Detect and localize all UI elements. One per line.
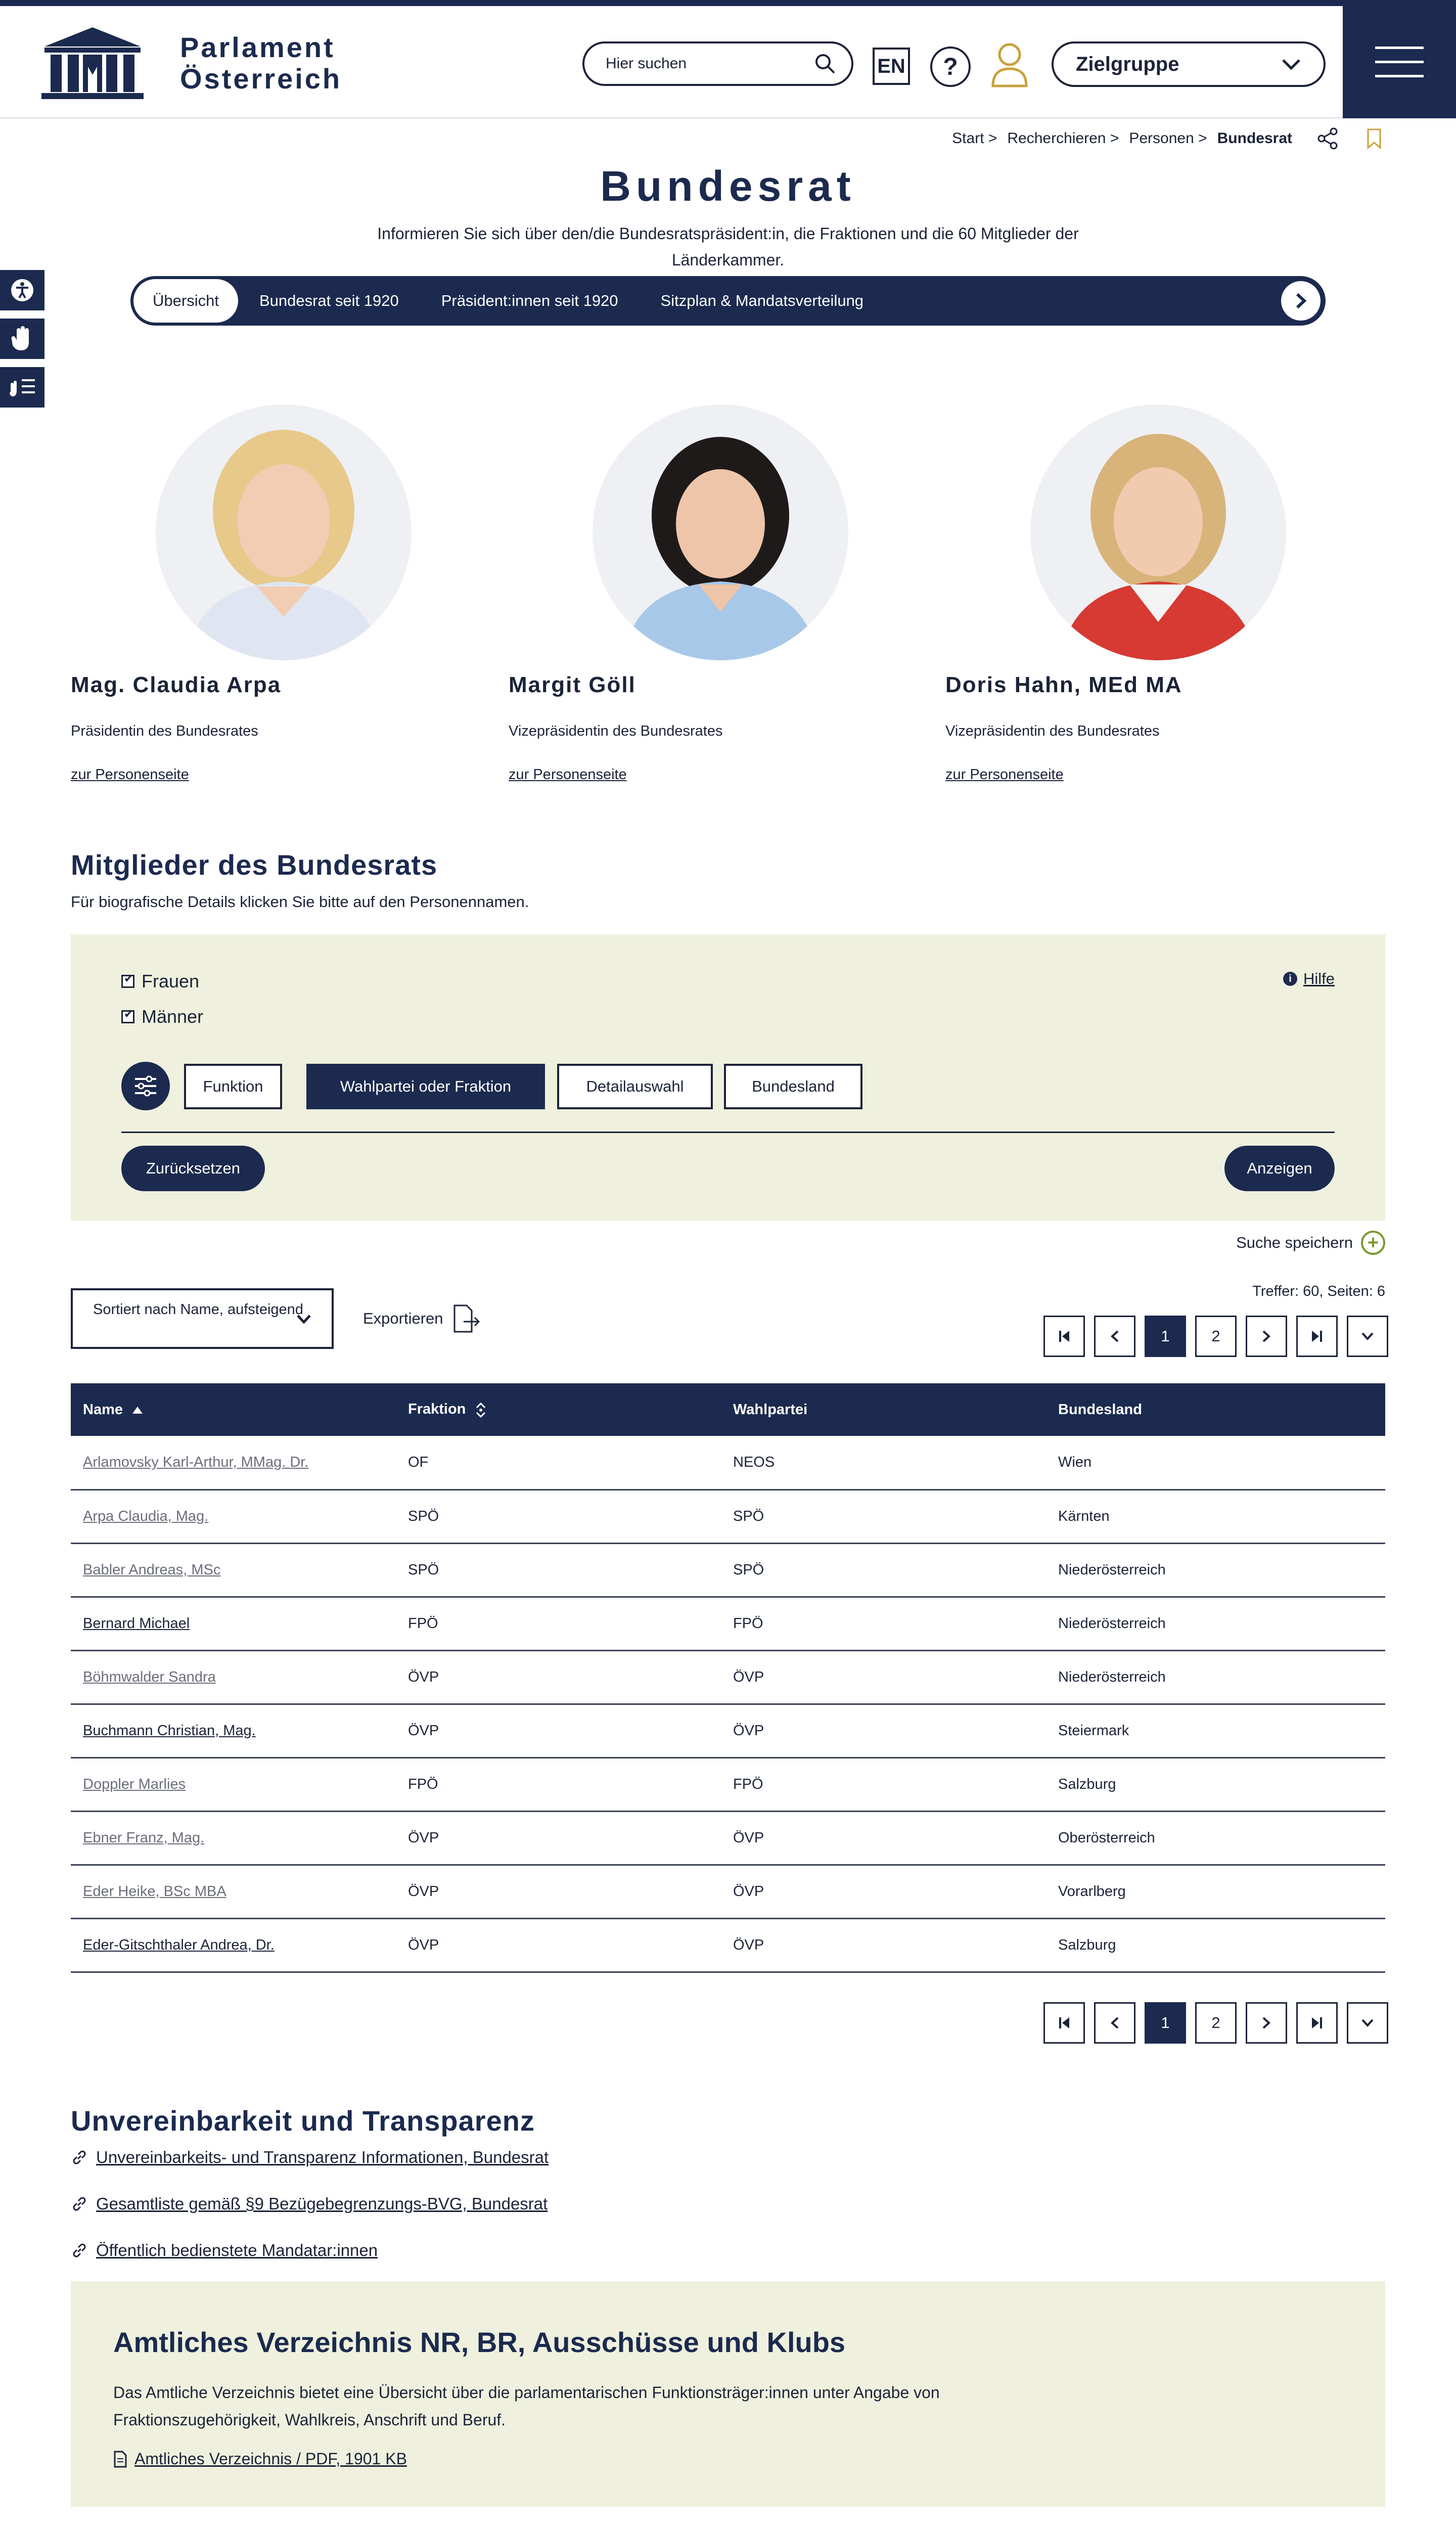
next-page-button[interactable] bbox=[1246, 1316, 1287, 1357]
member-name-cell bbox=[71, 1650, 396, 1704]
transparency-link[interactable] bbox=[71, 2194, 548, 2214]
sort-dropdown-label: Sortiert nach Name, aufsteigend bbox=[93, 1301, 303, 1318]
chevron-left-icon bbox=[1110, 1330, 1120, 1343]
fraktion-cell: OF bbox=[396, 1436, 721, 1489]
member-name-link[interactable]: Böhmwalder Sandra bbox=[83, 1668, 216, 1685]
link-icon bbox=[71, 2242, 88, 2259]
easy-language-button[interactable] bbox=[0, 367, 44, 408]
pagination-top bbox=[1043, 1316, 1388, 1357]
member-name-link[interactable]: Eder-Gitschthaler Andrea, Dr. bbox=[83, 1936, 275, 1953]
top-accent-line bbox=[0, 0, 1456, 6]
filter-maenner-checkbox[interactable] bbox=[121, 1006, 203, 1027]
language-switch-button[interactable]: EN bbox=[873, 48, 910, 85]
fraktion-cell: FPÖ bbox=[396, 1597, 721, 1650]
wahlpartei-cell: NEOS bbox=[721, 1436, 1046, 1489]
first-page-button[interactable] bbox=[1043, 1316, 1085, 1357]
hamburger-icon bbox=[1375, 46, 1424, 79]
accessibility-button[interactable] bbox=[0, 270, 44, 310]
column-header-bundesland: Bundesland bbox=[1046, 1383, 1385, 1436]
table-row bbox=[71, 1597, 1385, 1650]
person-page-link[interactable]: zur Personenseite bbox=[509, 766, 627, 783]
sort-asc-icon bbox=[132, 1406, 143, 1414]
person-role: Vizepräsidentin des Bundesrates bbox=[509, 723, 723, 739]
reset-button[interactable]: Zurücksetzen bbox=[121, 1146, 265, 1191]
members-heading: Mitglieder des Bundesrats bbox=[71, 849, 438, 881]
member-name-link[interactable]: Bernard Michael bbox=[83, 1615, 190, 1632]
table-row bbox=[71, 1811, 1385, 1865]
avatar bbox=[1030, 404, 1286, 660]
wahlpartei-cell: ÖVP bbox=[721, 1865, 1046, 1918]
filter-frauen-checkbox[interactable] bbox=[121, 971, 199, 992]
save-search-button[interactable] bbox=[1236, 1231, 1385, 1255]
search-box bbox=[582, 41, 853, 86]
table-row bbox=[71, 1865, 1385, 1918]
chevron-down-icon bbox=[1281, 57, 1301, 71]
fraktion-cell: SPÖ bbox=[396, 1543, 721, 1597]
person-name: Margit Göll bbox=[509, 672, 636, 697]
fraktion-cell: ÖVP bbox=[396, 1865, 721, 1918]
wahlpartei-cell: SPÖ bbox=[721, 1543, 1046, 1597]
member-name-cell bbox=[71, 1757, 396, 1811]
svg-text:?: ? bbox=[943, 54, 958, 80]
fraktion-cell: FPÖ bbox=[396, 1757, 721, 1811]
breadcrumb-current: Bundesrat bbox=[1217, 130, 1292, 147]
tab-sitzplan[interactable]: Sitzplan & Mandatsverteilung bbox=[660, 292, 864, 309]
export-icon bbox=[452, 1303, 481, 1334]
verzeichnis-heading: Amtliches Verzeichnis NR, BR, Ausschüsse und Klubs bbox=[113, 2326, 846, 2358]
filter-settings-button[interactable] bbox=[121, 1062, 170, 1110]
tab-bundesrat-seit-1920[interactable]: Bundesrat seit 1920 bbox=[259, 292, 399, 309]
bundesland-cell: Kärnten bbox=[1046, 1489, 1385, 1543]
member-name-cell bbox=[71, 1436, 396, 1489]
checkbox-label: Männer bbox=[142, 1006, 204, 1027]
first-page-icon bbox=[1058, 2016, 1070, 2029]
link-icon bbox=[71, 2149, 88, 2166]
filter-funktion-button[interactable]: Funktion bbox=[184, 1064, 282, 1109]
bundesland-cell: Wien bbox=[1046, 1436, 1385, 1489]
filter-panel bbox=[71, 934, 1385, 1221]
checkbox-checked[interactable] bbox=[121, 1010, 134, 1023]
accessibility-icon bbox=[10, 278, 35, 303]
page-2-button[interactable]: 2 bbox=[1195, 2002, 1237, 2044]
checkbox-label: Frauen bbox=[142, 971, 200, 991]
member-name-link[interactable]: Eder Heike, BSc MBA bbox=[83, 1883, 226, 1900]
sort-icon bbox=[475, 1402, 487, 1418]
tabs-next-button[interactable] bbox=[1281, 281, 1321, 321]
prev-page-button[interactable] bbox=[1094, 2002, 1135, 2044]
last-page-button[interactable] bbox=[1296, 1316, 1338, 1357]
last-page-icon bbox=[1311, 1330, 1323, 1343]
link-icon bbox=[71, 2195, 88, 2213]
fraktion-cell: SPÖ bbox=[396, 1489, 721, 1543]
member-name-cell bbox=[71, 1811, 396, 1865]
column-header-label: Fraktion bbox=[408, 1401, 466, 1418]
user-icon[interactable] bbox=[991, 41, 1028, 88]
page-options-button[interactable] bbox=[1347, 1316, 1388, 1357]
wahlpartei-cell: FPÖ bbox=[721, 1597, 1046, 1650]
fraktion-cell: ÖVP bbox=[396, 1811, 721, 1865]
link-text[interactable]: Unvereinbarkeits- und Transparenz Informationen, Bundesrat bbox=[96, 2148, 549, 2166]
wahlpartei-cell: ÖVP bbox=[721, 1811, 1046, 1865]
transparency-heading: Unvereinbarkeit und Transparenz bbox=[71, 2105, 535, 2137]
table-body bbox=[71, 1436, 1385, 1972]
member-name-cell bbox=[71, 1704, 396, 1757]
member-name-link[interactable]: Doppler Marlies bbox=[83, 1776, 186, 1792]
help-link-label: Hilfe bbox=[1303, 970, 1335, 987]
site-logo[interactable] bbox=[40, 26, 342, 100]
parliament-logo-icon bbox=[40, 26, 145, 100]
verzeichnis-box bbox=[71, 2281, 1385, 2507]
members-subtext: Für biografische Details klicken Sie bitte auf den Personennamen. bbox=[71, 893, 529, 911]
pdf-file-icon bbox=[113, 2451, 127, 2468]
person-page-link[interactable]: zur Personenseite bbox=[945, 766, 1064, 783]
save-search-label: Suche speichern bbox=[1236, 1234, 1353, 1251]
person-page-link[interactable]: zur Personenseite bbox=[71, 766, 189, 783]
breadcrumb-personen[interactable]: Personen > bbox=[1129, 130, 1207, 147]
table-row bbox=[71, 1489, 1385, 1543]
checkbox-checked[interactable] bbox=[121, 975, 134, 988]
verzeichnis-pdf-link[interactable] bbox=[113, 2450, 1343, 2468]
bundesland-cell: Niederösterreich bbox=[1046, 1597, 1385, 1650]
export-label: Exportieren bbox=[363, 1310, 443, 1327]
section-tabs bbox=[130, 276, 1326, 326]
divider bbox=[121, 1132, 1335, 1133]
wahlpartei-cell: ÖVP bbox=[721, 1918, 1046, 1972]
filter-detailauswahl-button[interactable]: Detailauswahl bbox=[557, 1064, 713, 1109]
show-results-button[interactable]: Anzeigen bbox=[1224, 1146, 1335, 1191]
filter-fraktion-button[interactable]: Wahlpartei oder Fraktion bbox=[306, 1064, 545, 1109]
page-2-button[interactable]: 2 bbox=[1195, 1316, 1237, 1357]
table-row bbox=[71, 1918, 1385, 1972]
page-options-button[interactable] bbox=[1347, 2002, 1388, 2044]
table-row bbox=[71, 1757, 1385, 1811]
chevron-right-icon bbox=[1261, 2016, 1271, 2029]
member-name-cell bbox=[71, 1918, 396, 1972]
member-name-link[interactable]: Buchmann Christian, Mag. bbox=[83, 1722, 256, 1739]
sort-dropdown[interactable] bbox=[71, 1288, 334, 1349]
wahlpartei-cell: FPÖ bbox=[721, 1757, 1046, 1811]
fraktion-cell: ÖVP bbox=[396, 1918, 721, 1972]
page-1-button[interactable]: 1 bbox=[1145, 1316, 1186, 1357]
bookmark-icon[interactable] bbox=[1363, 127, 1385, 150]
site-header bbox=[0, 6, 1456, 118]
share-icon[interactable] bbox=[1316, 127, 1339, 150]
table-row bbox=[71, 1543, 1385, 1597]
info-icon: i bbox=[1283, 972, 1297, 986]
chevron-down-icon bbox=[296, 1314, 311, 1325]
table-row bbox=[71, 1704, 1385, 1757]
tab-praesidentinnen[interactable]: Präsident:innen seit 1920 bbox=[441, 292, 618, 309]
page-1-button[interactable]: 1 bbox=[1145, 2002, 1186, 2044]
breadcrumb bbox=[952, 127, 1385, 150]
audience-dropdown-label: Zielgruppe bbox=[1076, 53, 1179, 75]
member-name-cell bbox=[71, 1489, 396, 1543]
filter-bundesland-button[interactable]: Bundesland bbox=[724, 1064, 862, 1109]
plus-circle-icon: + bbox=[1361, 1231, 1385, 1255]
wahlpartei-cell: ÖVP bbox=[721, 1704, 1046, 1757]
person-role: Vizepräsidentin des Bundesrates bbox=[945, 723, 1160, 739]
bundesland-cell: Oberösterreich bbox=[1046, 1811, 1385, 1865]
export-button[interactable] bbox=[363, 1303, 481, 1334]
search-icon[interactable] bbox=[814, 53, 836, 75]
bundesland-cell: Vorarlberg bbox=[1046, 1865, 1385, 1918]
pagination-bottom bbox=[1043, 2002, 1388, 2044]
help-link[interactable] bbox=[1283, 970, 1335, 988]
sign-language-button[interactable] bbox=[0, 319, 44, 359]
first-page-icon bbox=[1058, 1330, 1070, 1343]
breadcrumb-start[interactable]: Start > bbox=[952, 130, 997, 147]
member-name-cell bbox=[71, 1597, 396, 1650]
chevron-right-icon bbox=[1293, 292, 1308, 309]
prev-page-button[interactable] bbox=[1094, 1316, 1135, 1357]
members-table bbox=[71, 1383, 1385, 1973]
bundesland-cell: Niederösterreich bbox=[1046, 1543, 1385, 1597]
chevron-left-icon bbox=[1110, 2016, 1120, 2029]
column-header-fraktion[interactable] bbox=[396, 1383, 721, 1436]
member-name-cell bbox=[71, 1543, 396, 1597]
wahlpartei-cell: SPÖ bbox=[721, 1489, 1046, 1543]
search-input[interactable] bbox=[606, 55, 808, 72]
table-header-row bbox=[71, 1383, 1385, 1436]
next-page-button[interactable] bbox=[1246, 2002, 1287, 2044]
last-page-icon bbox=[1311, 2016, 1323, 2029]
table-row bbox=[71, 1650, 1385, 1704]
verzeichnis-text: Das Amtliche Verzeichnis bietet eine Übersicht über die parlamentarischen Funktionsträger:innen unter Angabe von Fraktionszugehörigkeit, Wahlkreis, Anschrift und Beruf. bbox=[113, 2383, 940, 2429]
hand-icon bbox=[10, 325, 35, 352]
member-name-link[interactable]: Arpa Claudia, Mag. bbox=[83, 1508, 209, 1524]
member-name-link[interactable]: Arlamovsky Karl-Arthur, MMag. Dr. bbox=[83, 1454, 309, 1470]
bundesland-cell: Steiermark bbox=[1046, 1704, 1385, 1757]
results-count: Treffer: 60, Seiten: 6 bbox=[1252, 1283, 1385, 1299]
wahlpartei-cell: ÖVP bbox=[721, 1650, 1046, 1704]
member-name-link[interactable]: Ebner Franz, Mag. bbox=[83, 1829, 205, 1846]
bundesland-cell: Salzburg bbox=[1046, 1757, 1385, 1811]
member-name-cell bbox=[71, 1865, 396, 1918]
main-menu-button[interactable] bbox=[1343, 6, 1456, 118]
column-header-name[interactable] bbox=[71, 1383, 396, 1436]
audience-dropdown[interactable] bbox=[1052, 41, 1326, 87]
avatar bbox=[593, 404, 848, 660]
chevron-right-icon bbox=[1261, 1330, 1271, 1343]
chevron-down-icon bbox=[1361, 2018, 1374, 2028]
transparency-link[interactable] bbox=[71, 2148, 549, 2167]
column-header-wahlpartei: Wahlpartei bbox=[721, 1383, 1046, 1436]
page-title: Bundesrat bbox=[600, 162, 856, 210]
chevron-down-icon bbox=[1361, 1331, 1374, 1341]
page-intro: Informieren Sie sich über den/die Bundesratspräsident:in, die Fraktionen und die 60 Mitglieder der Länderkammer. bbox=[377, 224, 1079, 269]
tab-uebersicht[interactable]: Übersicht bbox=[133, 279, 238, 323]
logo-text: Parlament Österreich bbox=[180, 31, 342, 95]
column-header-label: Name bbox=[83, 1401, 123, 1418]
person-name: Mag. Claudia Arpa bbox=[71, 672, 282, 697]
bundesland-cell: Niederösterreich bbox=[1046, 1650, 1385, 1704]
pdf-link-text[interactable]: Amtliches Verzeichnis / PDF, 1901 KB bbox=[134, 2450, 407, 2468]
fraktion-cell: ÖVP bbox=[396, 1704, 721, 1757]
breadcrumb-recherchieren[interactable]: Recherchieren > bbox=[1007, 130, 1119, 147]
bundesland-cell: Salzburg bbox=[1046, 1918, 1385, 1972]
last-page-button[interactable] bbox=[1296, 2002, 1338, 2044]
avatar bbox=[156, 404, 412, 660]
link-text[interactable]: Öffentlich bedienstete Mandatar:innen bbox=[96, 2241, 378, 2260]
help-icon[interactable] bbox=[929, 46, 972, 88]
member-name-link[interactable]: Babler Andreas, MSc bbox=[83, 1561, 221, 1578]
person-role: Präsidentin des Bundesrates bbox=[71, 723, 258, 739]
first-page-button[interactable] bbox=[1043, 2002, 1085, 2044]
easy-read-icon bbox=[9, 376, 36, 398]
link-text[interactable]: Gesamtliste gemäß §9 Bezügebegrenzungs-BVG, Bundesrat bbox=[96, 2194, 548, 2213]
person-name: Doris Hahn, MEd MA bbox=[945, 672, 1182, 697]
fraktion-cell: ÖVP bbox=[396, 1650, 721, 1704]
transparency-link[interactable] bbox=[71, 2241, 378, 2260]
sliders-icon bbox=[133, 1075, 158, 1097]
table-row bbox=[71, 1436, 1385, 1489]
